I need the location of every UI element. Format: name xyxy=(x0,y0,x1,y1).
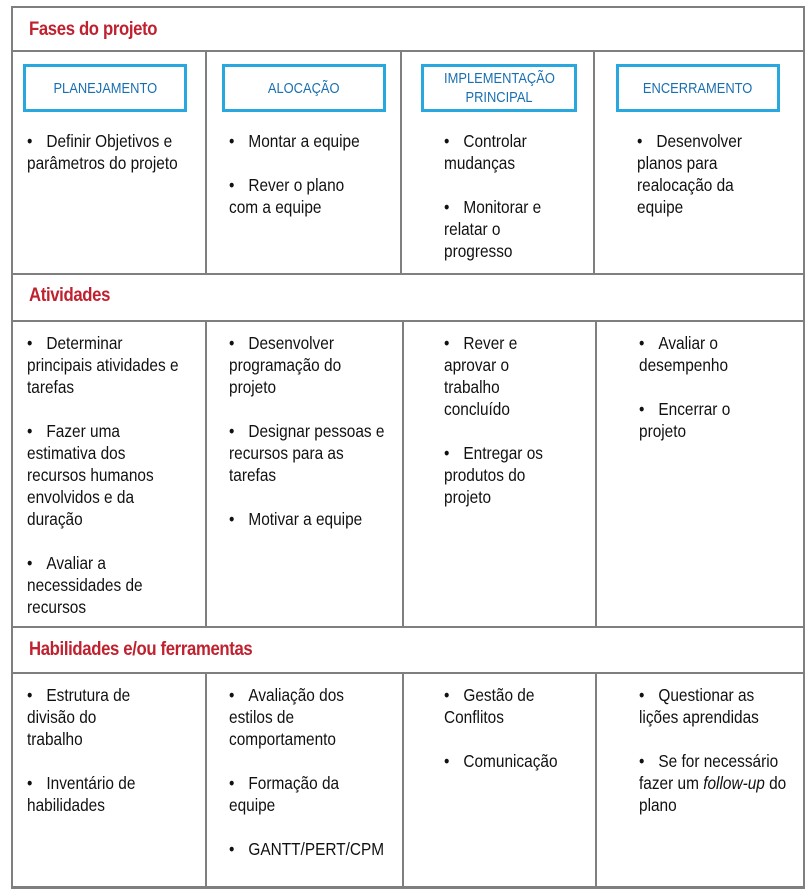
list-item: • Formação da equipe xyxy=(229,773,340,815)
list-item: • Avaliar a necessidades de recursos xyxy=(27,553,143,617)
list-item: • Avaliar o desempenho xyxy=(639,333,729,375)
phase-box-alocacao: ALOCAÇÃO xyxy=(222,64,386,112)
list-item: • Rever e aprovar o trabalho concluído xyxy=(444,333,518,419)
list-item: • Rever o plano com a equipe xyxy=(229,175,345,217)
section-title: Fases do projeto xyxy=(29,19,158,40)
list-item: • Motivar a equipe xyxy=(229,509,363,529)
skill-cell xyxy=(13,674,207,886)
phase-box-planejamento: PLANEJAMENTO xyxy=(23,64,187,112)
phase-cell-planejamento xyxy=(13,52,207,273)
skill-cell xyxy=(404,674,597,886)
list-item: • Estrutura de divisão do trabalho xyxy=(27,685,131,749)
skill-cell xyxy=(597,674,803,886)
activity-cell xyxy=(13,322,207,626)
phase-items xyxy=(27,130,217,196)
activity-items xyxy=(229,332,419,552)
section-header-skills xyxy=(13,628,803,674)
list-item: • Questionar as lições aprendidas xyxy=(639,685,759,727)
phases-row xyxy=(13,52,803,275)
activity-cell xyxy=(597,322,803,626)
section-title: Atividades xyxy=(29,285,111,306)
list-item: • Designar pessoas e recursos para as tarefas xyxy=(229,421,385,485)
list-item: • Inventário de habilidades xyxy=(27,773,136,815)
list-item: • Montar a equipe xyxy=(229,131,360,151)
phase-box-implementacao: IMPLEMENTAÇÃO PRINCIPAL xyxy=(421,64,577,112)
list-item: • Controlar mudanças xyxy=(444,131,527,173)
list-item: • Definir Objetivos e parâmetros do projeto xyxy=(27,131,178,173)
skills-row xyxy=(13,674,803,886)
list-item: • Avaliação dos estilos de comportamento xyxy=(229,685,344,749)
activities-row xyxy=(13,322,803,628)
list-item: • Determinar principais atividades e tarefas xyxy=(27,333,179,397)
phase-cell-implementacao xyxy=(402,52,595,273)
activity-items xyxy=(444,332,569,530)
list-item: • GANTT/PERT/CPM xyxy=(229,839,385,859)
list-item: • Encerrar o projeto xyxy=(639,399,731,441)
section-header-activities xyxy=(13,275,803,322)
skill-cell xyxy=(207,674,404,886)
list-item: • Se for necessário fazer um follow-up do plano xyxy=(639,751,787,815)
activity-items xyxy=(639,332,759,464)
activity-cell xyxy=(404,322,597,626)
phase-items xyxy=(637,130,772,240)
list-item: • Comunicação xyxy=(444,751,558,771)
list-item: • Monitorar e relatar o progresso xyxy=(444,197,542,261)
skill-items xyxy=(639,684,812,838)
list-item: • Desenvolver planos para realocação da equipe xyxy=(637,131,742,217)
skill-items xyxy=(27,684,167,838)
section-title: Habilidades e/ou ferramentas xyxy=(29,639,253,660)
phase-box-encerramento: ENCERRAMENTO xyxy=(616,64,780,112)
phase-items xyxy=(229,130,419,240)
activity-items xyxy=(27,332,202,640)
section-header-phases xyxy=(13,8,803,52)
activity-cell xyxy=(207,322,404,626)
phase-cell-alocacao xyxy=(207,52,402,273)
list-item: • Gestão de Conflitos xyxy=(444,685,535,727)
skill-items xyxy=(229,684,419,882)
project-phases-table xyxy=(11,6,805,889)
phase-cell-encerramento xyxy=(595,52,803,273)
list-item: • Fazer uma estimativa dos recursos humanos envolvidos e da duração xyxy=(27,421,154,529)
phase-items xyxy=(444,130,569,284)
list-item: • Desenvolver programação do projeto xyxy=(229,333,342,397)
list-item: • Entregar os produtos do projeto xyxy=(444,443,543,507)
